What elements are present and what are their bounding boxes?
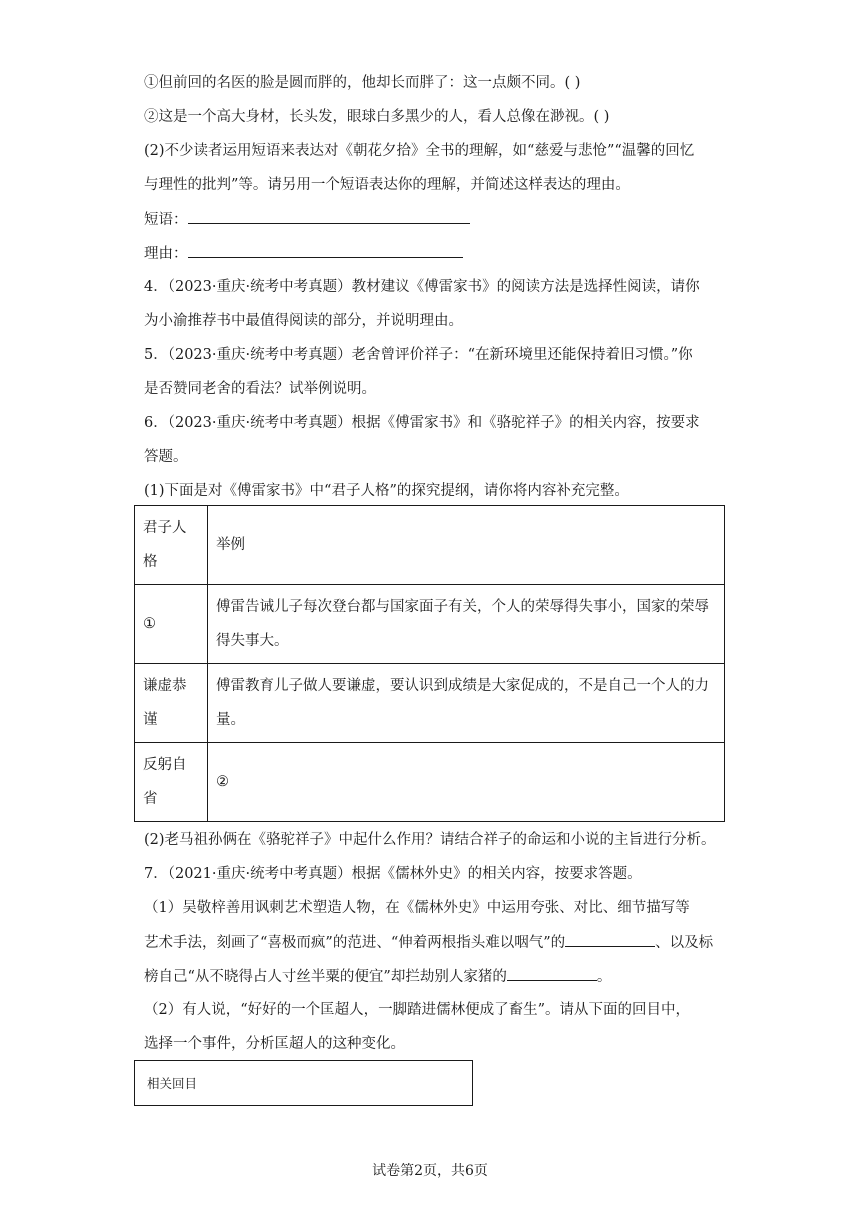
table-cell-blank-2[interactable]: ② <box>208 743 725 822</box>
table-row <box>135 743 725 822</box>
q4-line2: 为小渝推荐书中最值得阅读的部分，并说明理由。 <box>144 313 463 329</box>
table-header-cell: 君子人格 <box>135 506 208 585</box>
q6-part2: (2)老马祖孙俩在《骆驼祥子》中起什么作用？请结合祥子的命运和小说的主旨进行分析。 <box>144 832 716 848</box>
q7-part1-line2: 艺术手法，刻画了“喜极而疯”的范进、“伸着两根指头难以咽气”的 、以及标 <box>144 932 713 953</box>
q4-line1: 4．（2023·重庆·统考中考真题）教材建议《傅雷家书》的阅读方法是选择性阅读，请你 <box>144 279 700 295</box>
q5-line1: 5．（2023·重庆·统考中考真题）老舍曾评价祥子：“在新环境里还能保持着旧习惯。”你 <box>144 347 693 363</box>
chapter-table-caption: 相关回目 <box>147 1076 198 1091</box>
q7-part2-line2: 选择一个事件，分析匡超人的这种变化。 <box>144 1036 405 1052</box>
phrase-label: 短语： <box>144 212 188 228</box>
table-cell: 傅雷教育儿子做人要谦虚，要认识到成绩是大家促成的，不是自己一个人的力量。 <box>208 664 725 743</box>
q6-line1: 6．（2023·重庆·统考中考真题）根据《傅雷家书》和《骆驼祥子》的相关内容，按要求 <box>144 415 700 431</box>
q7-part1-line3: 榜自己“从不晓得占人寸丝半粟的便宜”却拦劫别人家猪的 。 <box>144 966 611 987</box>
reason-answer-row <box>144 243 463 264</box>
table-cell-blank-1[interactable]: ① <box>135 585 208 664</box>
table-row <box>135 664 725 743</box>
table-row <box>135 506 725 585</box>
q5-line2: 是否赞同老舍的看法？试举例说明。 <box>144 381 376 397</box>
character-answer-blank-2[interactable] <box>507 966 597 981</box>
table-cell: 反躬自省 <box>135 743 208 822</box>
reason-answer-blank[interactable] <box>188 243 463 258</box>
table-row <box>135 585 725 664</box>
junzi-outline-table <box>134 505 725 822</box>
phrase-answer-blank[interactable] <box>188 209 470 224</box>
table-header-cell: 举例 <box>208 506 725 585</box>
q7-part1-line1: （1）吴敬梓善用讽刺艺术塑造人物，在《儒林外史》中运用夸张、对比、细节描写等 <box>144 900 690 916</box>
q7-part2-line1: （2）有人说，“好好的一个匡超人，一脚踏进儒林便成了畜生”。请从下面的回目中， <box>144 1002 691 1018</box>
q7-line1: 7．（2021·重庆·统考中考真题）根据《儒林外史》的相关内容，按要求答题。 <box>144 866 642 882</box>
character-answer-blank-1[interactable] <box>565 932 655 947</box>
q6-line2: 答题。 <box>144 449 188 465</box>
q6-part1: (1)下面是对《傅雷家书》中“君子人格”的探究提纲，请你将内容补充完整。 <box>144 483 629 499</box>
table-cell: 傅雷告诫儿子每次登台都与国家面子有关，个人的荣辱得失事小，国家的荣辱得失事大。 <box>208 585 725 664</box>
chapter-table <box>134 1060 473 1106</box>
q3-part2-line2: 与理性的批判”等。请另用一个短语表达你的理解，并简述这样表达的理由。 <box>144 177 630 193</box>
reason-label: 理由： <box>144 246 188 262</box>
q3-option-2: ②这是一个高大身材，长头发，眼球白多黑少的人，看人总像在渺视。( ) <box>144 109 610 125</box>
phrase-answer-row <box>144 209 470 230</box>
q3-option-1: ①但前回的名医的脸是圆而胖的，他却长而胖了：这一点颇不同。( ) <box>144 75 581 91</box>
page-footer: 试卷第2页，共6页 <box>372 1163 488 1179</box>
table-cell: 谦虚恭谨 <box>135 664 208 743</box>
q3-part2-line1: (2)不少读者运用短语来表达对《朝花夕拾》全书的理解，如“慈爱与悲怆”“温馨的回忆 <box>144 143 695 159</box>
